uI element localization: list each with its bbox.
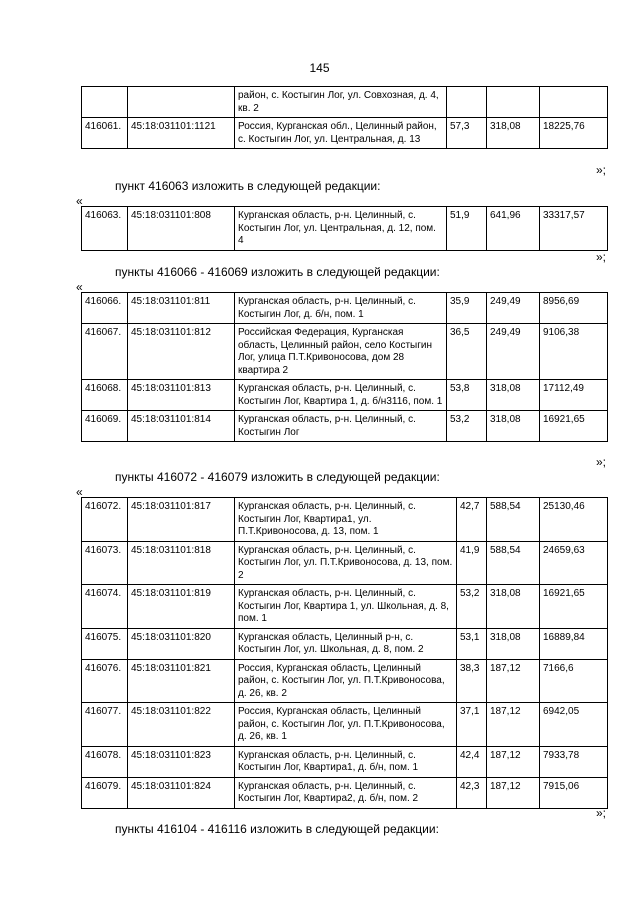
value-cell: 6942,05 <box>540 703 608 747</box>
table-row <box>82 628 608 659</box>
area-cell <box>447 87 487 118</box>
area-cell: 57,3 <box>447 118 487 149</box>
table-row <box>82 411 608 442</box>
rate-cell: 318,08 <box>487 118 540 149</box>
table-row <box>82 659 608 703</box>
paragraph-2: пункты 416066 - 416069 изложить в следующей редакции: <box>115 265 440 279</box>
table-4 <box>81 497 608 809</box>
address-cell: Российская Федерация, Курганская область, Целинный район, село Костыгин Лог, улица П.Т.Кривоносова, дом 28 квартира 2 <box>235 324 447 380</box>
area-cell: 53,2 <box>447 411 487 442</box>
address-cell: Курганская область, Целинный р-н, с. Костыгин Лог, ул. Школьная, д. 8, пом. 2 <box>235 628 457 659</box>
rate-cell: 588,54 <box>487 498 540 542</box>
value-cell: 7933,78 <box>540 746 608 777</box>
opening-quote-4: « <box>76 485 83 499</box>
area-cell: 42,7 <box>457 498 487 542</box>
cadastral-number-cell: 45:18:031101:824 <box>128 777 235 808</box>
value-cell: 16921,65 <box>540 585 608 629</box>
area-cell: 42,4 <box>457 746 487 777</box>
cadastral-number-cell: 45:18:031101:817 <box>128 498 235 542</box>
table-row <box>82 498 608 542</box>
value-cell: 7915,06 <box>540 777 608 808</box>
address-cell: Курганская область, р-н. Целинный, с. Костыгин Лог, ул. Центральная, д. 12, пом. 4 <box>235 207 447 251</box>
table-1 <box>81 86 608 149</box>
address-cell: Курганская область, р-н. Целинный, с. Костыгин Лог, Квартира1, д. б/н, пом. 1 <box>235 746 457 777</box>
address-cell: Курганская область, р-н. Целинный, с. Костыгин Лог, Квартира 1, ул. Школьная, д. 8, пом. 1 <box>235 585 457 629</box>
closing-quote-3: »; <box>596 455 607 469</box>
row-number-cell: 416068. <box>82 380 128 411</box>
row-number-cell: 416074. <box>82 585 128 629</box>
row-number-cell: 416075. <box>82 628 128 659</box>
rate-cell: 318,08 <box>487 411 540 442</box>
row-number-cell: 416077. <box>82 703 128 747</box>
address-cell: Курганская область, р-н. Целинный, с. Костыгин Лог, Квартира 1, д. б/н3116, пом. 1 <box>235 380 447 411</box>
table-row <box>82 541 608 585</box>
area-cell: 35,9 <box>447 293 487 324</box>
area-cell: 41,9 <box>457 541 487 585</box>
address-cell: Россия, Курганская обл., Целинный район, с. Костыгин Лог, ул. Центральная, д. 13 <box>235 118 447 149</box>
table-row <box>82 777 608 808</box>
value-cell: 33317,57 <box>540 207 608 251</box>
address-cell: Курганская область, р-н. Целинный, с. Костыгин Лог, ул. П.Т.Кривоносова, д. 13, пом. 2 <box>235 541 457 585</box>
rate-cell <box>487 87 540 118</box>
paragraph-4: пункты 416104 - 416116 изложить в следующей редакции: <box>115 822 439 836</box>
rate-cell: 641,96 <box>487 207 540 251</box>
table-row <box>82 207 608 251</box>
row-number-cell: 416063. <box>82 207 128 251</box>
row-number-cell: 416073. <box>82 541 128 585</box>
table-row <box>82 324 608 380</box>
page-number: 145 <box>309 61 330 75</box>
area-cell: 53,1 <box>457 628 487 659</box>
rate-cell: 318,08 <box>487 585 540 629</box>
rate-cell: 187,12 <box>487 659 540 703</box>
cadastral-number-cell: 45:18:031101:808 <box>128 207 235 251</box>
paragraph-1: пункт 416063 изложить в следующей редакции: <box>115 179 381 193</box>
table-row <box>82 746 608 777</box>
address-cell: Курганская область, р-н. Целинный, с. Костыгин Лог, д. б/н, пом. 1 <box>235 293 447 324</box>
row-number-cell: 416076. <box>82 659 128 703</box>
cadastral-number-cell: 45:18:031101:821 <box>128 659 235 703</box>
rate-cell: 249,49 <box>487 324 540 380</box>
value-cell: 17112,49 <box>540 380 608 411</box>
address-cell: Россия, Курганская область, Целинный район, с. Костыгин Лог, ул. П.Т.Кривоносова, д. 26, кв. 1 <box>235 703 457 747</box>
rate-cell: 187,12 <box>487 777 540 808</box>
value-cell: 16889,84 <box>540 628 608 659</box>
value-cell: 7166,6 <box>540 659 608 703</box>
value-cell: 16921,65 <box>540 411 608 442</box>
table-row <box>82 118 608 149</box>
row-number-cell: 416072. <box>82 498 128 542</box>
value-cell: 18225,76 <box>540 118 608 149</box>
cadastral-number-cell: 45:18:031101:811 <box>128 293 235 324</box>
area-cell: 51,9 <box>447 207 487 251</box>
area-cell: 38,3 <box>457 659 487 703</box>
cadastral-number-cell: 45:18:031101:813 <box>128 380 235 411</box>
area-cell: 53,8 <box>447 380 487 411</box>
cadastral-number-cell: 45:18:031101:819 <box>128 585 235 629</box>
opening-quote-3: « <box>76 280 83 294</box>
cadastral-number-cell <box>128 87 235 118</box>
closing-quote-4: »; <box>596 806 607 820</box>
address-cell: Курганская область, р-н. Целинный, с. Костыгин Лог, Квартира2, д. б/н, пом. 2 <box>235 777 457 808</box>
address-cell: Россия, Курганская область, Целинный район, с. Костыгин Лог, ул. П.Т.Кривоносова, д. 26, кв. 2 <box>235 659 457 703</box>
value-cell <box>540 87 608 118</box>
row-number-cell: 416069. <box>82 411 128 442</box>
rate-cell: 588,54 <box>487 541 540 585</box>
cadastral-number-cell: 45:18:031101:812 <box>128 324 235 380</box>
address-cell: Курганская область, р-н. Целинный, с. Костыгин Лог, Квартира1, ул. П.Т.Кривоносова, д. 13, пом. 1 <box>235 498 457 542</box>
rate-cell: 249,49 <box>487 293 540 324</box>
area-cell: 37,1 <box>457 703 487 747</box>
address-cell: район, с. Костыгин Лог, ул. Совхозная, д. 4, кв. 2 <box>235 87 447 118</box>
row-number-cell: 416079. <box>82 777 128 808</box>
value-cell: 8956,69 <box>540 293 608 324</box>
area-cell: 42,3 <box>457 777 487 808</box>
rate-cell: 318,08 <box>487 628 540 659</box>
paragraph-3: пункты 416072 - 416079 изложить в следующей редакции: <box>115 470 440 484</box>
row-number-cell: 416067. <box>82 324 128 380</box>
rate-cell: 318,08 <box>487 380 540 411</box>
cadastral-number-cell: 45:18:031101:814 <box>128 411 235 442</box>
table-row <box>82 87 608 118</box>
cadastral-number-cell: 45:18:031101:822 <box>128 703 235 747</box>
row-number-cell: 416078. <box>82 746 128 777</box>
closing-quote-2: »; <box>596 250 607 264</box>
rate-cell: 187,12 <box>487 746 540 777</box>
opening-quote-2: « <box>76 194 83 208</box>
cadastral-number-cell: 45:18:031101:818 <box>128 541 235 585</box>
table-row <box>82 703 608 747</box>
table-row <box>82 293 608 324</box>
table-row <box>82 585 608 629</box>
table-row <box>82 380 608 411</box>
table-2 <box>81 206 608 251</box>
row-number-cell <box>82 87 128 118</box>
area-cell: 36,5 <box>447 324 487 380</box>
cadastral-number-cell: 45:18:031101:820 <box>128 628 235 659</box>
value-cell: 25130,46 <box>540 498 608 542</box>
row-number-cell: 416066. <box>82 293 128 324</box>
row-number-cell: 416061. <box>82 118 128 149</box>
address-cell: Курганская область, р-н. Целинный, с. Костыгин Лог <box>235 411 447 442</box>
closing-quote-1: »; <box>596 163 607 177</box>
value-cell: 24659,63 <box>540 541 608 585</box>
value-cell: 9106,38 <box>540 324 608 380</box>
table-3 <box>81 292 608 442</box>
cadastral-number-cell: 45:18:031101:823 <box>128 746 235 777</box>
cadastral-number-cell: 45:18:031101:1121 <box>128 118 235 149</box>
rate-cell: 187,12 <box>487 703 540 747</box>
area-cell: 53,2 <box>457 585 487 629</box>
